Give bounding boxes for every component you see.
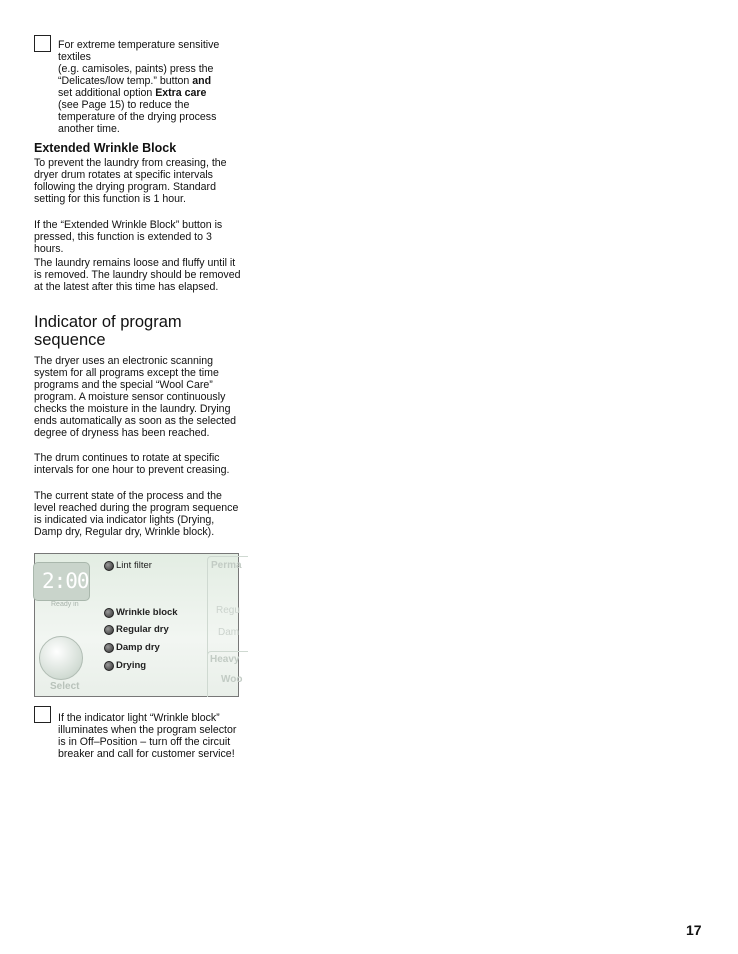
indicator-wrinkle-block [104,607,178,618]
indicator-label: Regular dry [116,624,169,635]
indicator-drying [104,660,146,671]
ready-in-label: Ready in [51,601,79,608]
note-bottom [34,706,244,760]
note-checkbox-icon [34,706,51,723]
heading-line: Indicator of program [34,313,182,331]
note-line: If the indicator light “Wrinkle block” [58,712,220,724]
indicator-lint-filter [104,560,152,571]
program-label-perma: Perma [211,560,242,571]
indicator-regular-dry [104,624,169,635]
select-label: Select [50,681,80,692]
indicator-light-icon [104,608,114,618]
indicator-light-icon [104,661,114,671]
note-text: illuminates when the program selector is in Off–Position – turn off the circuit breaker and call for customer service! [58,724,237,760]
note-line: (see Page 15) to reduce the [58,99,190,111]
indicator-label: Wrinkle block [116,607,178,618]
program-label-woo: Woo [221,674,243,685]
indicator-label: Lint filter [116,560,152,571]
wrinkle-paragraph-3: The laundry remains loose and fluffy until it is removed. The laundry should be removed at the latest after this time has elapsed. [34,257,241,293]
note-line: temperature of the drying process [58,111,217,123]
indicator-damp-dry [104,642,160,653]
indicator-paragraph-1: The dryer uses an electronic scanning system for all programs except the time programs and the special “Wool Care” program. A moisture sensor continuously checks the moisture in the laundry. Drying ends automatically as soon as the selected degree of dryness has been reached. [34,355,236,439]
note-text: set additional option [58,87,156,99]
note-text: “Delicates/low temp.” button [58,75,193,87]
wrinkle-paragraph-1: To prevent the laundry from creasing, the dryer drum rotates at specific intervals following the drying program. Standard setting for this function is 1 hour. [34,157,227,205]
section-heading-indicator [34,313,244,349]
note-line [58,75,244,87]
program-label-regu: Regu [216,605,240,616]
select-knob [39,636,83,680]
indicator-paragraph-2: The drum continues to rotate at specific intervals for one hour to prevent creasing. [34,452,230,476]
display-digits: 2:00 [42,569,89,593]
note-bold-and: and [192,75,212,87]
indicator-light-icon [104,625,114,635]
heading-line: sequence [34,331,106,349]
indicator-light-icon [104,561,114,571]
note-line: textiles [58,51,91,63]
control-panel-image [34,553,243,697]
note-bold-extra-care: Extra care [155,87,207,99]
time-display [33,562,90,601]
note-line: For extreme temperature sensitive [58,39,220,51]
wrinkle-paragraph-2: If the “Extended Wrinkle Block” button is pressed, this function is extended to 3 hours. [34,219,223,255]
note-line: (e.g. camisoles, paints) press the [58,63,214,75]
indicator-label: Damp dry [116,642,160,653]
indicator-label: Drying [116,660,147,671]
note-checkbox-icon [34,35,51,52]
indicator-paragraph-3: The current state of the process and the level reached during the program sequence is indicated via indicator lights (Drying, Damp dry, Regular dry, Wrinkle block). [34,490,239,538]
indicator-light-icon [104,643,114,653]
program-label-dam: Dam [218,627,240,638]
program-label-heavy: Heavy [210,654,240,665]
note-line [58,87,244,99]
note-line: another time. [58,123,120,135]
note-top [34,35,244,135]
page-number: 17 [686,922,702,938]
section-heading-wrinkle: Extended Wrinkle Block [34,141,177,155]
